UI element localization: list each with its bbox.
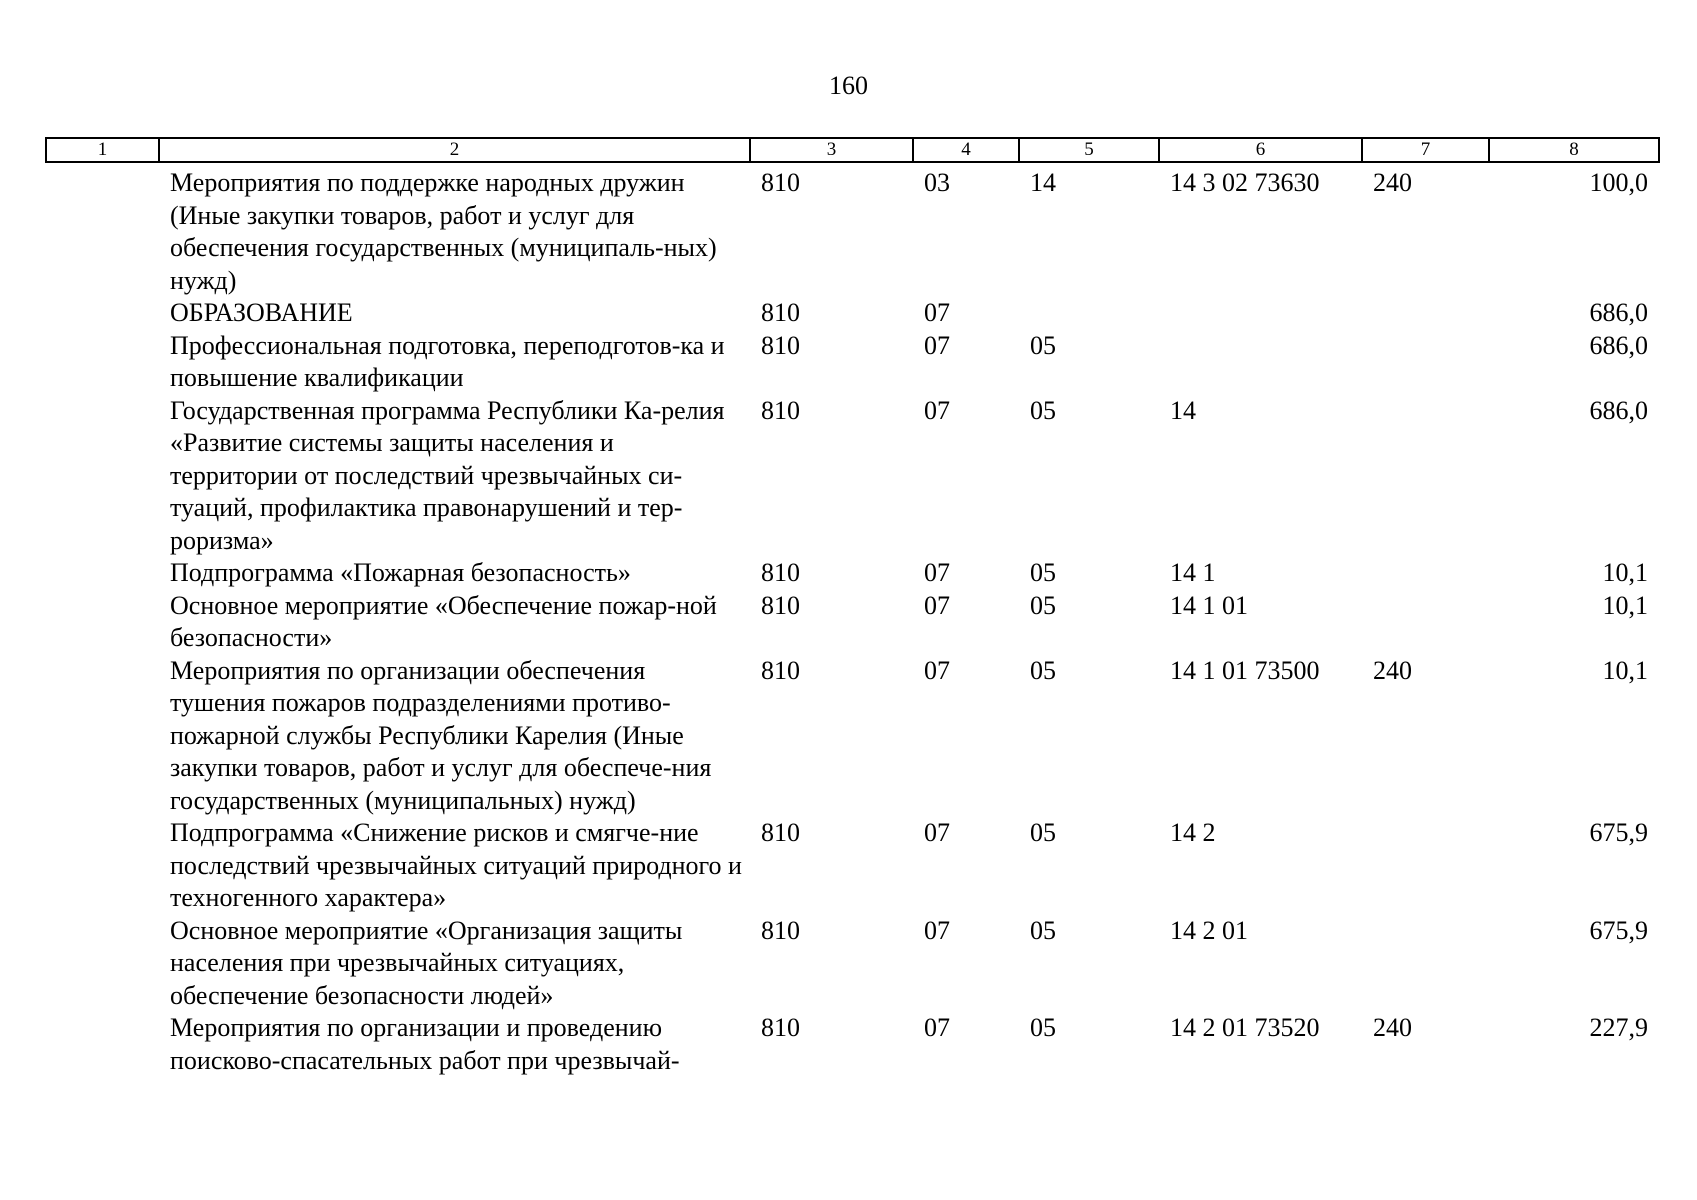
row-target-article: [1159, 330, 1362, 395]
row-subsection: 05: [1030, 590, 1056, 620]
header-col-1: 1: [46, 138, 159, 162]
row-expense-type: 240: [1373, 168, 1412, 197]
row-name: Подпрограмма «Снижение рисков и смягче-ние последствий чрезвычайных ситуаций природного и техногенного характера»: [170, 818, 742, 912]
row-subsection: 05: [1030, 655, 1056, 685]
row-col-1: [46, 395, 159, 558]
row-target-article: 14 1: [1170, 558, 1216, 587]
row-target-article: 14 2 01 73520: [1170, 1013, 1320, 1042]
row-section: 03: [924, 168, 950, 197]
row-amount: 10,1: [1602, 655, 1648, 685]
row-col-1: [46, 817, 159, 915]
row-expense-type: [1362, 297, 1489, 330]
row-expense-type: 240: [1373, 1013, 1412, 1042]
row-ministry-code: 810: [761, 915, 800, 945]
row-name: Подпрограмма «Пожарная безопасность»: [170, 558, 631, 587]
budget-table: [45, 137, 1660, 1077]
header-col-7: 7: [1362, 138, 1489, 162]
row-col-1: [46, 915, 159, 1013]
row-expense-type: [1362, 557, 1489, 590]
table-row: [46, 1012, 1659, 1077]
table-row: [46, 590, 1659, 655]
row-col-1: [46, 557, 159, 590]
row-subsection: 05: [1030, 330, 1056, 360]
row-expense-type: 240: [1373, 655, 1412, 685]
row-expense-type: [1362, 590, 1489, 655]
row-amount: 100,0: [1589, 168, 1648, 197]
row-col-1: [46, 297, 159, 330]
table-row: [46, 330, 1659, 395]
row-ministry-code: 810: [761, 168, 800, 197]
row-subsection: 05: [1030, 818, 1056, 847]
row-ministry-code: 810: [761, 655, 800, 685]
row-section: 07: [924, 558, 950, 587]
row-amount: 227,9: [1589, 1013, 1648, 1042]
row-expense-type: [1362, 395, 1489, 558]
row-col-1: [46, 655, 159, 818]
row-expense-type: [1362, 915, 1489, 1013]
table-row: [46, 915, 1659, 1013]
row-name: Мероприятия по организации обеспечения тушения пожаров подразделениями противо-пожарной службы Республики Карелия (Иные закупки товаров, работ и услуг для обеспече-ния государственных (муниципальных) нужд): [170, 655, 712, 815]
row-section: 07: [924, 915, 950, 945]
header-col-6: 6: [1159, 138, 1362, 162]
row-amount: 686,0: [1589, 298, 1648, 327]
row-col-1: [46, 162, 159, 297]
row-amount: 675,9: [1589, 818, 1648, 847]
row-section: 07: [924, 395, 950, 425]
row-col-1: [46, 590, 159, 655]
row-name: Мероприятия по организации и проведению поисково-спасательных работ при чрезвычай-: [170, 1013, 680, 1075]
table-row: [46, 655, 1659, 818]
row-section: 07: [924, 298, 950, 327]
header-col-2: 2: [159, 138, 750, 162]
row-ministry-code: 810: [761, 590, 800, 620]
row-section: 07: [924, 330, 950, 360]
row-name: Основное мероприятие «Обеспечение пожар-ной безопасности»: [170, 590, 717, 652]
row-subsection: 05: [1030, 1013, 1056, 1042]
header-col-5: 5: [1019, 138, 1159, 162]
row-section: 07: [924, 655, 950, 685]
row-target-article: 14 2 01: [1170, 915, 1248, 945]
row-target-article: 14 3 02 73630: [1170, 168, 1320, 197]
table-row: [46, 162, 1659, 297]
row-ministry-code: 810: [761, 298, 800, 327]
page-number: 160: [829, 71, 868, 100]
row-amount: 686,0: [1589, 330, 1648, 360]
row-amount: 675,9: [1589, 915, 1648, 945]
row-ministry-code: 810: [761, 818, 800, 847]
row-amount: 686,0: [1589, 395, 1648, 425]
row-col-1: [46, 1012, 159, 1077]
table-row: [46, 557, 1659, 590]
table-row: [46, 817, 1659, 915]
row-ministry-code: 810: [761, 330, 800, 360]
table-row: [46, 297, 1659, 330]
header-col-8: 8: [1489, 138, 1659, 162]
table-header-row: [46, 138, 1659, 162]
row-subsection: [1019, 297, 1159, 330]
row-target-article: 14 2: [1170, 818, 1216, 847]
row-ministry-code: 810: [761, 1013, 800, 1042]
row-subsection: 05: [1030, 395, 1056, 425]
header-col-4: 4: [913, 138, 1019, 162]
row-target-article: [1159, 297, 1362, 330]
row-amount: 10,1: [1602, 558, 1648, 587]
row-section: 07: [924, 590, 950, 620]
row-expense-type: [1362, 817, 1489, 915]
row-ministry-code: 810: [761, 558, 800, 587]
header-col-3: 3: [750, 138, 913, 162]
row-name: ОБРАЗОВАНИЕ: [170, 298, 353, 327]
row-subsection: 14: [1030, 168, 1056, 197]
row-target-article: 14: [1170, 395, 1196, 425]
row-amount: 10,1: [1602, 590, 1648, 620]
row-name: Мероприятия по поддержке народных дружин (Иные закупки товаров, работ и услуг для обеспечения государственных (муниципаль-ных) нужд): [170, 168, 717, 295]
row-name: Профессиональная подготовка, переподготов-ка и повышение квалификации: [170, 330, 725, 392]
row-col-1: [46, 330, 159, 395]
row-subsection: 05: [1030, 915, 1056, 945]
table-row: [46, 395, 1659, 558]
row-expense-type: [1362, 330, 1489, 395]
row-name: Государственная программа Республики Ка-релия «Развитие системы защиты населения и территории от последствий чрезвычайных си-туаций, профилактика правонарушений и тер-роризма»: [170, 395, 725, 555]
row-target-article: 14 1 01 73500: [1170, 655, 1320, 685]
row-section: 07: [924, 818, 950, 847]
row-target-article: 14 1 01: [1170, 590, 1248, 620]
row-name: Основное мероприятие «Организация защиты населения при чрезвычайных ситуациях, обеспечение безопасности людей»: [170, 915, 683, 1010]
row-ministry-code: 810: [761, 395, 800, 425]
row-section: 07: [924, 1013, 950, 1042]
row-subsection: 05: [1030, 558, 1056, 587]
